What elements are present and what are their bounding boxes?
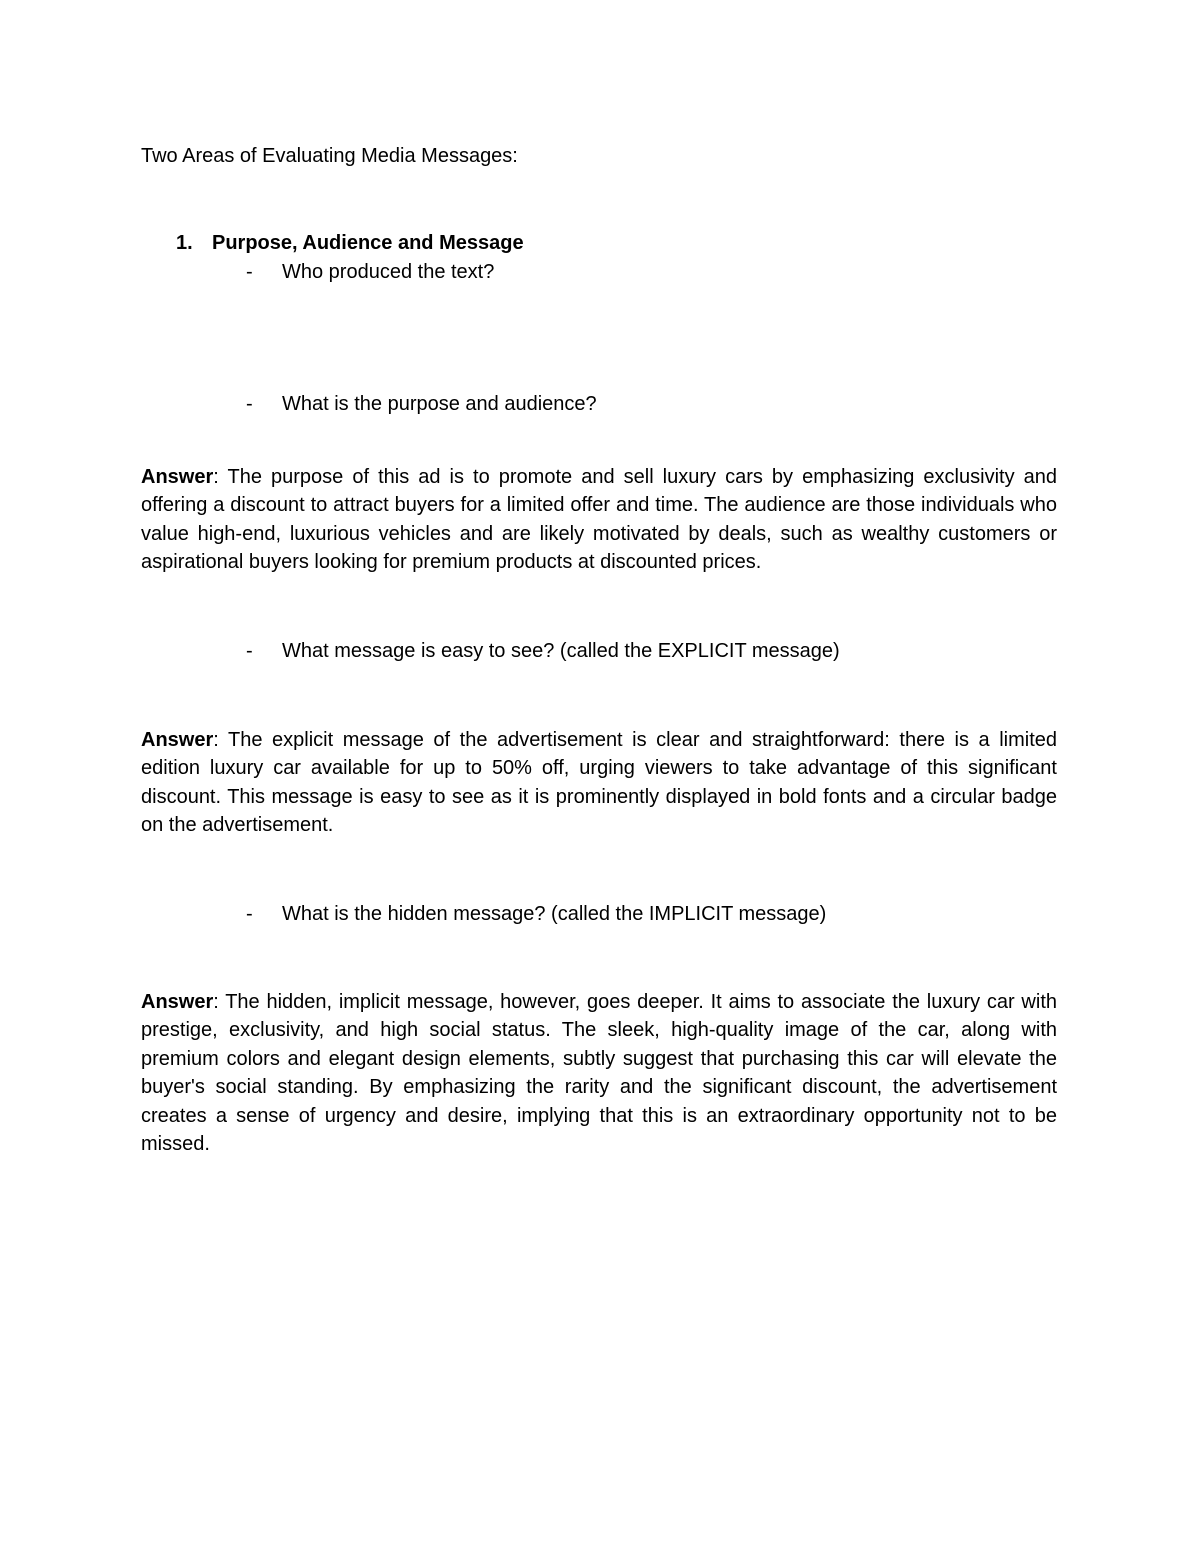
answer-paragraph (141, 988, 1057, 1158)
answer-text: : The explicit message of the advertisement is clear and straightforward: there is a limited edition luxury car available for up to 50% off, urging viewers to take advantage of this significant discount. This message is easy to see as it is prominently displayed in bold fonts and a circular badge on the advertisement. (141, 729, 1057, 837)
question-item (246, 638, 840, 664)
question-text: What message is easy to see? (called the EXPLICIT message) (282, 640, 840, 662)
question-item (246, 901, 826, 927)
answer-label: Answer (141, 466, 214, 488)
answer-paragraph (141, 726, 1057, 840)
list-dash: - (246, 640, 253, 662)
question-item (246, 391, 597, 417)
answer-text: : The hidden, implicit message, however, goes deeper. It aims to associate the luxury car with prestige, exclusivity, and high social status. The sleek, high-quality image of the car, along with premium colors and elegant design elements, subtly suggest that purchasing this car will elevate the buyer's social standing. By emphasizing the rarity and the significant discount, the advertisement creates a sense of urgency and desire, implying that this is an extraordinary opportunity not to be missed. (141, 991, 1057, 1156)
section-heading-text: Purpose, Audience and Message (212, 232, 524, 254)
answer-paragraph (141, 463, 1057, 577)
question-text: Who produced the text? (282, 261, 495, 283)
question-item (246, 259, 494, 285)
section-heading (176, 230, 524, 256)
list-dash: - (246, 903, 253, 925)
answer-label: Answer (141, 991, 214, 1013)
list-dash: - (246, 393, 253, 415)
document-title: Two Areas of Evaluating Media Messages: (141, 145, 518, 167)
question-text: What is the purpose and audience? (282, 393, 597, 415)
section-number: 1. (176, 232, 193, 254)
list-dash: - (246, 261, 253, 283)
answer-label: Answer (141, 729, 214, 751)
answer-text: : The purpose of this ad is to promote and sell luxury cars by emphasizing exclusivity and offering a discount to attract buyers for a limited offer and time. The audience are those individuals who value high-end, luxurious vehicles and are likely motivated by deals, such as wealthy customers or aspirational buyers looking for premium products at discounted prices. (141, 466, 1057, 574)
question-text: What is the hidden message? (called the IMPLICIT message) (282, 903, 827, 925)
